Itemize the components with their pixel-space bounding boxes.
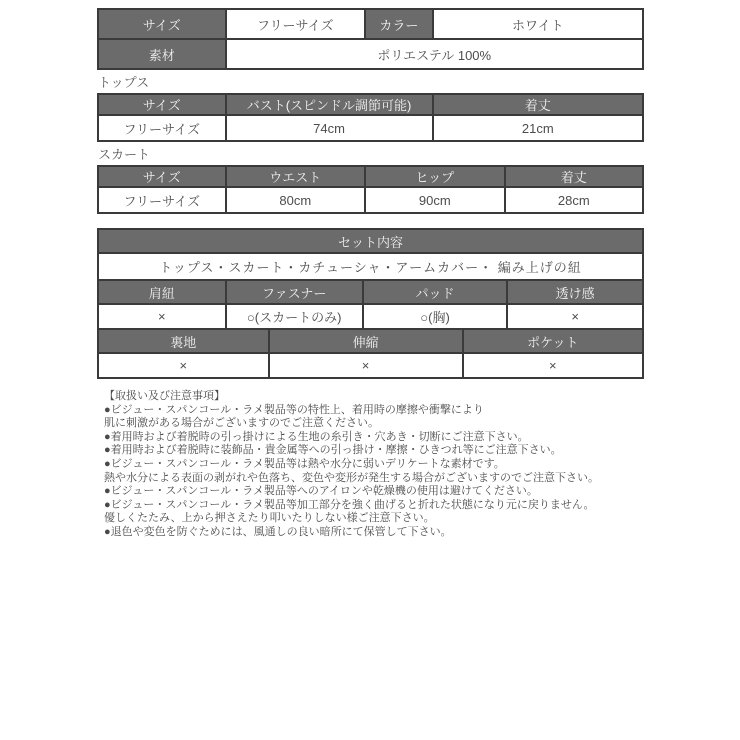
features-b-header-row bbox=[98, 329, 643, 353]
care-note-line: 熱や水分による表面の剥がれや色落ち、変色や変形が発生する場合がございますのでご注意下さい。 bbox=[104, 471, 599, 484]
set-contents-table bbox=[97, 228, 644, 281]
tops-bust-value: 74cm bbox=[226, 115, 433, 141]
skirt-waist-header: ウエスト bbox=[226, 166, 366, 187]
skirt-data-row bbox=[98, 187, 643, 213]
size-value-cell: フリーサイズ bbox=[226, 9, 366, 39]
tops-data-row bbox=[98, 115, 643, 141]
care-note-line: ●退色や変色を防ぐためには、風通しの良い暗所にて保管して下さい。 bbox=[104, 525, 452, 538]
fastener-value: ○(スカートのみ) bbox=[226, 304, 363, 329]
care-notes bbox=[97, 390, 644, 540]
pocket-header: ポケット bbox=[463, 329, 643, 353]
fastener-header: ファスナー bbox=[226, 280, 363, 304]
care-note-line: ●着用時および着脱時の引っ掛けによる生地の糸引き・穴あき・切断にご注意下さい。 bbox=[104, 430, 529, 443]
skirt-hip-header: ヒップ bbox=[365, 166, 505, 187]
set-contents-row bbox=[98, 253, 643, 280]
tops-header-row bbox=[98, 94, 643, 115]
skirt-section-label: スカート bbox=[98, 147, 151, 162]
lining-header: 裏地 bbox=[98, 329, 269, 353]
tops-size-table bbox=[97, 93, 644, 142]
skirt-length-header: 着丈 bbox=[505, 166, 643, 187]
tops-length-header: 着丈 bbox=[433, 94, 643, 115]
skirt-waist-value: 80cm bbox=[226, 187, 366, 213]
material-value-cell: ポリエステル 100% bbox=[226, 39, 643, 69]
pad-value: ○(胸) bbox=[363, 304, 507, 329]
features-table-a bbox=[97, 279, 644, 330]
features-table-b bbox=[97, 328, 644, 379]
material-header-cell: 素材 bbox=[98, 39, 226, 69]
shoulder-strap-value: × bbox=[98, 304, 226, 329]
set-header-row bbox=[98, 229, 643, 253]
features-a-header-row bbox=[98, 280, 643, 304]
color-header-cell: カラー bbox=[365, 9, 433, 39]
tops-section-label: トップス bbox=[98, 75, 150, 90]
features-b-value-row bbox=[98, 353, 643, 378]
shoulder-strap-header: 肩紐 bbox=[98, 280, 226, 304]
sheerness-value: × bbox=[507, 304, 643, 329]
features-a-value-row bbox=[98, 304, 643, 329]
skirt-size-header: サイズ bbox=[98, 166, 226, 187]
care-note-line: ●ビジュー・スパンコール・ラメ製品等へのアイロンや乾燥機の使用は避けてください。 bbox=[104, 485, 538, 498]
stretch-header: 伸縮 bbox=[269, 329, 463, 353]
color-value-cell: ホワイト bbox=[433, 9, 643, 39]
skirt-hip-value: 90cm bbox=[365, 187, 505, 213]
care-notes-title: 【取扱い及び注意事項】 bbox=[104, 390, 225, 402]
set-contents-header: セット内容 bbox=[98, 229, 643, 253]
care-note-line: ●ビジュー・スパンコール・ラメ製品等加工部分を強く曲げると折れた状態になり元に戻りません。 bbox=[104, 498, 595, 511]
care-note-line: 優しくたたみ、上から押さえたり叩いたりしない様ご注意下さい。 bbox=[104, 512, 435, 525]
skirt-size-value: フリーサイズ bbox=[98, 187, 226, 213]
lining-value: × bbox=[98, 353, 269, 378]
tops-size-value: フリーサイズ bbox=[98, 115, 226, 141]
pocket-value: × bbox=[463, 353, 643, 378]
size-header-cell: サイズ bbox=[98, 9, 226, 39]
spec-row-material bbox=[98, 39, 643, 69]
stretch-value: × bbox=[269, 353, 463, 378]
tops-size-header: サイズ bbox=[98, 94, 226, 115]
spec-row-size-color bbox=[98, 9, 643, 39]
product-spec-sheet bbox=[97, 8, 644, 540]
pad-header: パッド bbox=[363, 280, 507, 304]
skirt-size-table bbox=[97, 165, 644, 214]
skirt-header-row bbox=[98, 166, 643, 187]
sheerness-header: 透け感 bbox=[507, 280, 643, 304]
care-note-line: 肌に刺激がある場合がございますのでご注意ください。 bbox=[104, 417, 379, 430]
care-note-line: ●着用時および着脱時に装飾品・貴金属等への引っ掛け・摩擦・ひきつれ等にご注意下さい。 bbox=[104, 444, 562, 457]
set-contents-block bbox=[97, 228, 644, 379]
skirt-length-value: 28cm bbox=[505, 187, 643, 213]
set-contents-value: トップス・スカート・カチューシャ・アームカバー・ 編み上げの紐 bbox=[98, 253, 643, 280]
care-note-line: ●ビジュー・スパンコール・ラメ製品等の特性上、着用時の摩擦や衝撃により bbox=[104, 403, 484, 416]
spec-table bbox=[97, 8, 644, 70]
care-note-line: ●ビジュー・スパンコール・ラメ製品等は熱や水分に弱いデリケートな素材です。 bbox=[104, 457, 505, 470]
tops-length-value: 21cm bbox=[433, 115, 643, 141]
tops-bust-header: バスト(スピンドル調節可能) bbox=[226, 94, 433, 115]
